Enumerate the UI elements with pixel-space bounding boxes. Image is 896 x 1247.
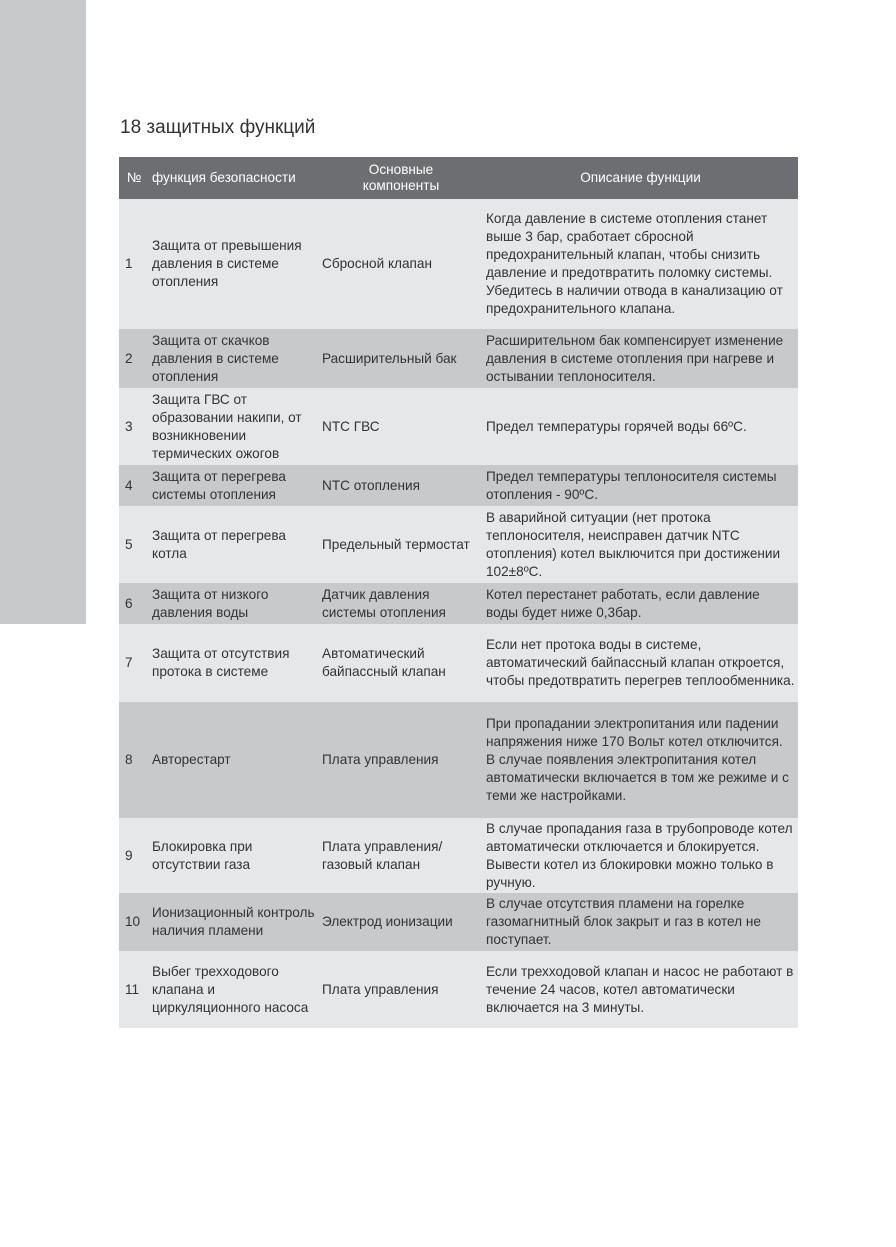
header-function: функция безопасности <box>149 157 319 199</box>
table-row <box>119 199 798 329</box>
table-row <box>119 818 798 893</box>
row-function: Защита ГВС от образовании накипи, от возникновении термических ожогов <box>149 388 319 465</box>
row-description: Если трехходовой клапан и насос не работают в течение 24 часов, котел автоматически включается на 3 минуты. <box>483 951 798 1028</box>
row-components: Автоматический байпассный клапан <box>319 624 483 702</box>
row-components: Плата управления/ газовый клапан <box>319 818 483 893</box>
row-function: Блокировка при отсутствии газа <box>149 818 319 893</box>
row-function: Защита от превышения давления в системе отопления <box>149 199 319 329</box>
row-components: Плата управления <box>319 702 483 818</box>
row-num: 10 <box>119 893 149 951</box>
row-num: 5 <box>119 506 149 583</box>
row-description: Предел температуры теплоносителя системы отопления - 90ºС. <box>483 465 798 506</box>
row-num: 11 <box>119 951 149 1028</box>
row-num: 3 <box>119 388 149 465</box>
table-row <box>119 329 798 388</box>
row-description: Если нет протока воды в системе, автоматический байпассный клапан откроется, чтобы предотвратить перегрев теплообменника. <box>483 624 798 702</box>
header-description: Описание функции <box>483 157 798 199</box>
header-num: № <box>119 157 149 199</box>
row-components: NTC ГВС <box>319 388 483 465</box>
row-components: Сбросной клапан <box>319 199 483 329</box>
row-description: Расширительном бак компенсирует изменение давления в системе отопления при нагреве и остывании теплоносителя. <box>483 329 798 388</box>
row-num: 6 <box>119 583 149 624</box>
row-components: Плата управления <box>319 951 483 1028</box>
page-title: 18 защитных функций <box>120 117 316 138</box>
row-function: Авторестарт <box>149 702 319 818</box>
row-description: Предел температуры горячей воды 66ºС. <box>483 388 798 465</box>
row-components: Предельный термостат <box>319 506 483 583</box>
row-function: Защита от перегрева котла <box>149 506 319 583</box>
side-margin-bar <box>0 0 86 624</box>
row-description: В случае отсутствия пламени на горелке газомагнитный блок закрыт и газ в котел не поступает. <box>483 893 798 951</box>
row-num: 2 <box>119 329 149 388</box>
row-description: В случае пропадания газа в трубопроводе котел автоматически отключается и блокируется. Вывести котел из блокировки можно только в ручную. <box>483 818 798 893</box>
table-row <box>119 893 798 951</box>
row-description: При пропадании электропитания или падении напряжения ниже 170 Вольт котел отключится. В случае появления электропитания котел автоматически включается в том же режиме и с теми же настройками. <box>483 702 798 818</box>
row-components: NTC отопления <box>319 465 483 506</box>
row-num: 8 <box>119 702 149 818</box>
header-components-line1: Основные <box>368 162 434 177</box>
table-row <box>119 702 798 818</box>
table-row <box>119 624 798 702</box>
row-description: В аварийной ситуации (нет протока теплоносителя, неисправен датчик NTC отопления) котел выключится при достижении 102±8ºС. <box>483 506 798 583</box>
row-function: Защита от низкого давления воды <box>149 583 319 624</box>
header-components-line2: компоненты <box>362 178 440 193</box>
table-row <box>119 951 798 1028</box>
row-function: Защита от перегрева системы отопления <box>149 465 319 506</box>
row-num: 1 <box>119 199 149 329</box>
row-function: Защита от скачков давления в системе отопления <box>149 329 319 388</box>
row-components: Датчик давления системы отопления <box>319 583 483 624</box>
row-function: Защита от отсутствия протока в системе <box>149 624 319 702</box>
table-row <box>119 506 798 583</box>
table-row <box>119 465 798 506</box>
row-components: Расширительный бак <box>319 329 483 388</box>
row-num: 7 <box>119 624 149 702</box>
row-components: Электрод ионизации <box>319 893 483 951</box>
header-components <box>319 157 483 199</box>
row-function: Ионизационный контроль наличия пламени <box>149 893 319 951</box>
table-header-row <box>119 157 798 199</box>
safety-functions-table <box>119 157 798 1028</box>
row-num: 9 <box>119 818 149 893</box>
row-num: 4 <box>119 465 149 506</box>
row-description: Котел перестанет работать, если давление воды будет ниже 0,3бар. <box>483 583 798 624</box>
row-description: Когда давление в системе отопления станет выше 3 бар, сработает сбросной предохранительный клапан, чтобы снизить давление и предотвратить поломку системы. Убедитесь в наличии отвода в канализацию от предохранительного клапана. <box>483 199 798 329</box>
table-row <box>119 388 798 465</box>
row-function: Выбег трехходового клапана и циркуляционного насоса <box>149 951 319 1028</box>
table-row <box>119 583 798 624</box>
